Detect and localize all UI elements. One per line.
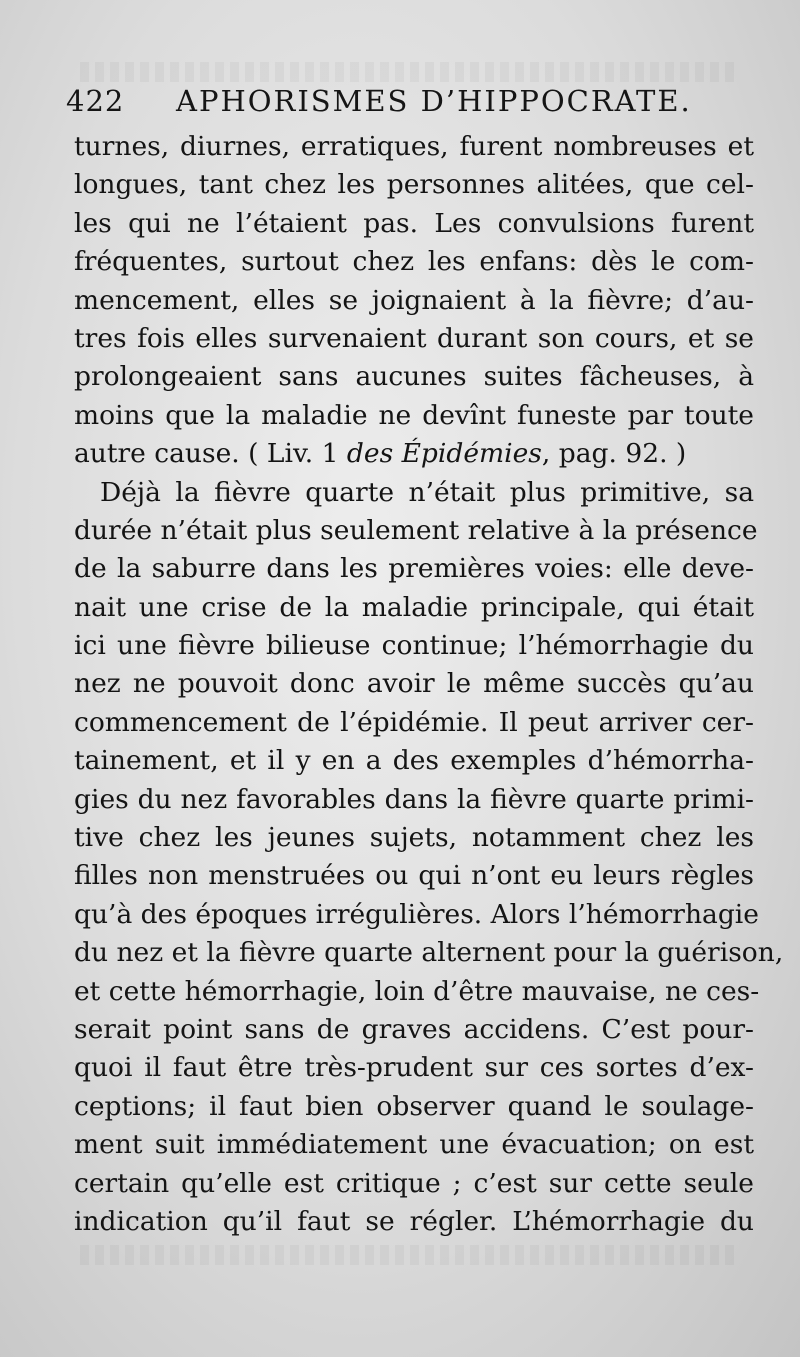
text-line: et cette hémorrhagie, loin d’être mauvaise, ne ces- — [74, 975, 760, 1007]
text-line: moins que la maladie ne devînt funeste par toute — [74, 399, 754, 431]
text-line: fréquentes, surtout chez les enfans: dès le com- — [74, 246, 754, 278]
text-line: mencement, elles se joignaient à la fièvre; d’au- — [74, 284, 754, 316]
text-line: filles non menstruées ou qui n’ont eu leurs règles — [74, 860, 754, 892]
text-line: du nez et la fièvre quarte alternent pour la guérison, — [74, 937, 784, 969]
citation-line — [74, 435, 754, 473]
text-line: durée n’était plus seulement relative à la présence — [74, 514, 758, 546]
text-line: nez ne pouvoit donc avoir le même succès qu’au — [74, 668, 754, 700]
show-through-text — [80, 62, 740, 82]
citation-title: des Épidémies — [346, 438, 542, 470]
text-line: ici une fièvre bilieuse continue; l’hémorrhagie du — [74, 630, 754, 662]
text-line: ceptions; il faut bien observer quand le soulage- — [74, 1090, 754, 1122]
paragraph-2 — [74, 474, 784, 1242]
text-line: quoi il faut être très-prudent sur ces sortes d’ex- — [74, 1052, 754, 1084]
text-line: indication qu’il faut se régler. L’hémorrhagie du — [74, 1205, 754, 1237]
show-through-text — [80, 1245, 740, 1265]
text-line: ment suit immédiatement une évacuation; on est — [74, 1129, 754, 1161]
body-text — [74, 128, 784, 1241]
page-number: 422 — [66, 84, 125, 118]
paragraph-1 — [74, 128, 754, 474]
text-line: prolongeaient sans aucunes suites fâcheuses, à — [74, 361, 754, 393]
text-line: turnes, diurnes, erratiques, furent nombreuses et — [74, 131, 754, 162]
text-line: certain qu’elle est critique ; c’est sur cette seule — [74, 1167, 754, 1199]
text-line: tive chez les jeunes sujets, notamment chez les — [74, 822, 754, 854]
citation-suffix: , pag. 92. ) — [541, 438, 687, 470]
text-line: les qui ne l’étaient pas. Les convulsions furent — [74, 207, 754, 239]
text-line: tres fois elles survenaient durant son cours, et se — [74, 322, 754, 354]
text-line: qu’à des époques irrégulières. Alors l’hémorrhagie — [74, 898, 759, 930]
text-line: de la saburre dans les premières voies: elle deve- — [74, 553, 754, 585]
running-title: APHORISMES D’HIPPOCRATE. — [176, 84, 692, 118]
text-line: Déjà la fièvre quarte n’était plus primitive, sa — [100, 476, 754, 508]
text-line: gies du nez favorables dans la fièvre quarte primi- — [74, 783, 754, 815]
text-line: longues, tant chez les personnes alitées, que cel- — [74, 169, 754, 201]
page-header — [66, 84, 766, 124]
text-line: tainement, et il y en a des exemples d’hémorrha- — [74, 745, 754, 777]
citation-prefix: autre cause. ( Liv. 1 — [74, 438, 347, 470]
text-line: serait point sans de graves accidens. C’est pour- — [74, 1013, 754, 1045]
text-line: nait une crise de la maladie principale, qui était — [74, 591, 754, 623]
text-line: commencement de l’épidémie. Il peut arriver cer- — [74, 706, 754, 738]
